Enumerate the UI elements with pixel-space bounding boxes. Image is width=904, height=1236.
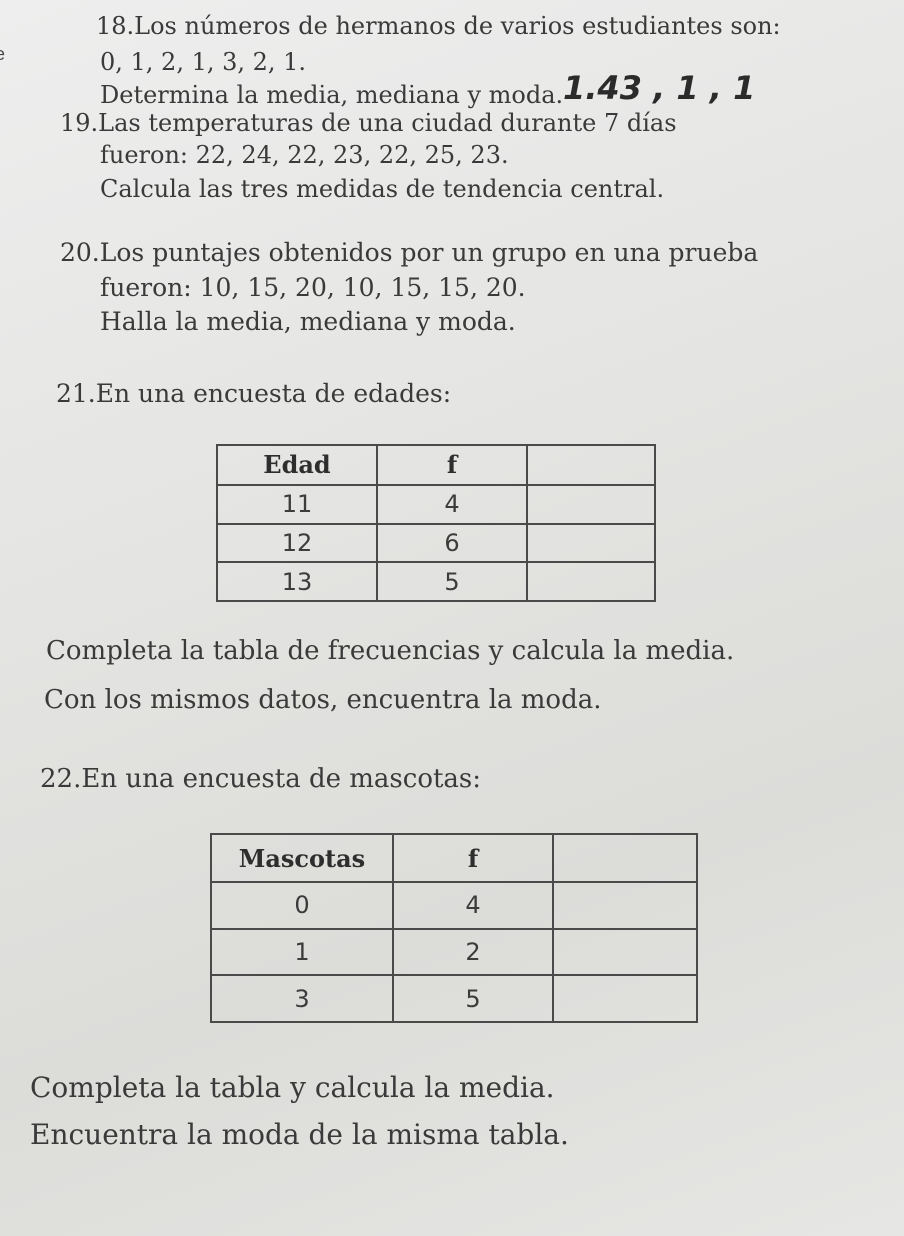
column-header (553, 834, 697, 882)
q18-title: 18.Los números de hermanos de varios estudiantes son: (96, 12, 781, 40)
table-row (217, 485, 655, 524)
table-cell: 4 (377, 485, 527, 524)
table-cell (553, 882, 697, 929)
q22-prompt-2: Encuentra la moda de la misma tabla. (30, 1118, 569, 1151)
q18-handwritten-answer: 1.43 , 1 , 1 (563, 69, 756, 107)
table-row (217, 562, 655, 601)
table-cell: 5 (377, 562, 527, 601)
table-cell: 4 (393, 882, 553, 929)
column-header: f (393, 834, 553, 882)
table-cell: 6 (377, 524, 527, 563)
table-cell: 3 (211, 975, 393, 1022)
table-cell (527, 485, 655, 524)
q18-data: 0, 1, 2, 1, 3, 2, 1. (100, 48, 307, 76)
table-header-row (217, 445, 655, 485)
table-cell: 1 (211, 929, 393, 976)
column-header (527, 445, 655, 485)
q19-prompt: Calcula las tres medidas de tendencia central. (100, 175, 665, 203)
q20-data: fueron: 10, 15, 20, 10, 15, 15, 20. (100, 273, 526, 302)
q21-prompt-2: Con los mismos datos, encuentra la moda. (44, 685, 602, 715)
table-cell (553, 929, 697, 976)
table-row (217, 524, 655, 563)
q19-data: fueron: 22, 24, 22, 23, 22, 25, 23. (100, 141, 509, 169)
q20-prompt: Halla la media, mediana y moda. (100, 307, 516, 336)
column-header: Edad (217, 445, 377, 485)
column-header: f (377, 445, 527, 485)
q21-prompt-1: Completa la tabla de frecuencias y calcula la media. (46, 636, 735, 666)
table-row (211, 882, 697, 929)
table-cell (527, 562, 655, 601)
q22-prompt-1: Completa la tabla y calcula la media. (30, 1071, 555, 1104)
table-cell (553, 975, 697, 1022)
column-header: Mascotas (211, 834, 393, 882)
table-cell: 5 (393, 975, 553, 1022)
q22-frequency-table (210, 833, 698, 1023)
table-header-row (211, 834, 697, 882)
table-row (211, 929, 697, 976)
q18-prompt: Determina la media, mediana y moda. (100, 81, 564, 109)
table-row (211, 975, 697, 1022)
q19-title: 19.Las temperaturas de una ciudad durante 7 días (60, 109, 677, 137)
q22-title: 22.En una encuesta de mascotas: (40, 764, 482, 794)
table-cell: 12 (217, 524, 377, 563)
table-cell: 13 (217, 562, 377, 601)
table-cell: 11 (217, 485, 377, 524)
table-cell: 0 (211, 882, 393, 929)
table-cell: 2 (393, 929, 553, 976)
q20-title: 20.Los puntajes obtenidos por un grupo en una prueba (60, 238, 759, 267)
q21-title: 21.En una encuesta de edades: (56, 379, 452, 408)
q21-frequency-table (216, 444, 656, 602)
table-cell (527, 524, 655, 563)
